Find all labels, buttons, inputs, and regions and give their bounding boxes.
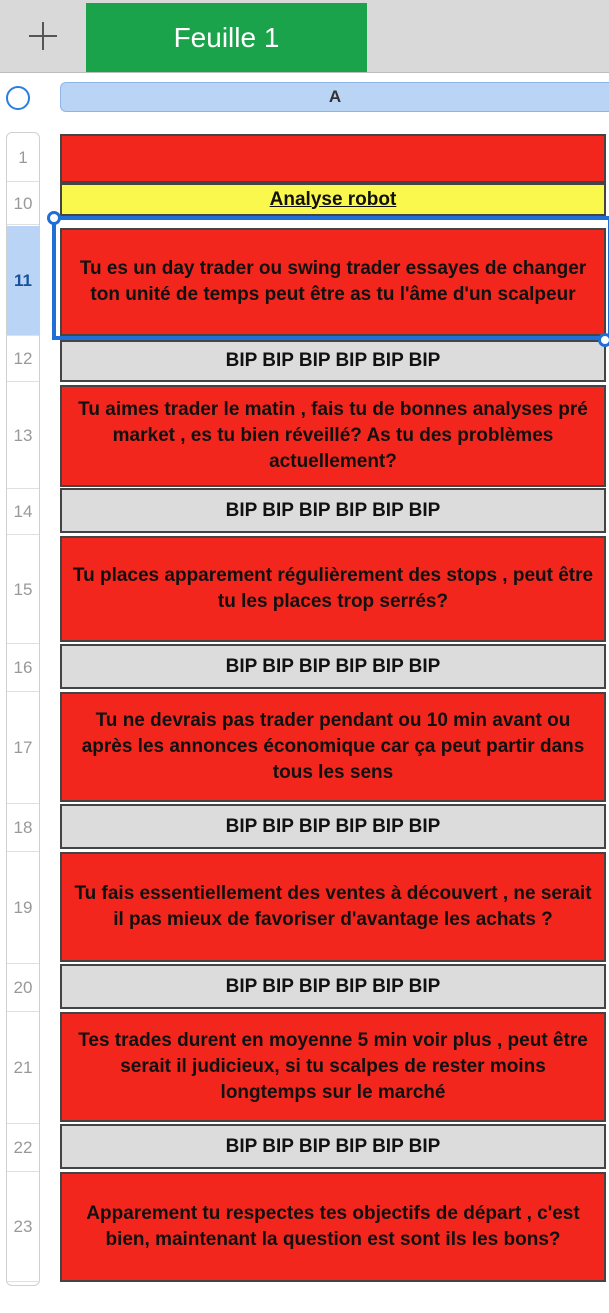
cell-a21[interactable]: Tes trades durent en moyenne 5 min voir plus , peut être serait il judicieux, si tu scalpes de rester moins longtemps sur le marché	[60, 1012, 606, 1122]
row-header-22[interactable]: 22	[7, 1124, 39, 1172]
row-header-23[interactable]: 23	[7, 1172, 39, 1282]
plus-icon	[26, 19, 60, 53]
cell-a11[interactable]: Tu es un day trader ou swing trader essayes de changer ton unité de temps peut être as tu l'âme d'un scalpeur	[60, 228, 606, 336]
row-header-13[interactable]: 13	[7, 383, 39, 489]
cell-a1[interactable]	[60, 134, 606, 183]
cell-a19[interactable]: Tu fais essentiellement des ventes à découvert , ne serait il pas mieux de favoriser d'avantage les achats ?	[60, 852, 606, 962]
row-header-19[interactable]: 19	[7, 852, 39, 964]
row-header-15[interactable]: 15	[7, 536, 39, 644]
row-header-10[interactable]: 10	[7, 183, 39, 225]
cell-a15[interactable]: Tu places apparement régulièrement des stops , peut être tu les places trop serrés?	[60, 536, 606, 642]
add-sheet-button[interactable]	[0, 0, 86, 72]
row-header-18[interactable]: 18	[7, 804, 39, 852]
cell-a17[interactable]: Tu ne devrais pas trader pendant ou 10 min avant ou après les annonces économique car ça peut partir dans tous les sens	[60, 692, 606, 802]
row-header-1[interactable]: 1	[7, 134, 39, 182]
row-header-20[interactable]: 20	[7, 964, 39, 1012]
cell-a20[interactable]: BIP BIP BIP BIP BIP BIP	[60, 964, 606, 1009]
cell-a16[interactable]: BIP BIP BIP BIP BIP BIP	[60, 644, 606, 689]
cell-a12[interactable]: BIP BIP BIP BIP BIP BIP	[60, 340, 606, 382]
row-header-16[interactable]: 16	[7, 644, 39, 692]
row-header-17[interactable]: 17	[7, 693, 39, 804]
sheet-tab-bar	[0, 0, 609, 73]
column-header-a[interactable]: A	[60, 82, 609, 112]
select-all-circle[interactable]	[6, 86, 30, 110]
row-header-11[interactable]: 11	[7, 226, 39, 336]
cell-a23[interactable]: Apparement tu respectes tes objectifs de départ , c'est bien, maintenant la question est sont ils les bons?	[60, 1172, 606, 1282]
cell-a22[interactable]: BIP BIP BIP BIP BIP BIP	[60, 1124, 606, 1169]
row-header-14[interactable]: 14	[7, 489, 39, 535]
row-header-21[interactable]: 21	[7, 1012, 39, 1124]
selection-handle-bottom[interactable]	[598, 333, 609, 347]
cell-a10[interactable]: Analyse robot	[60, 183, 606, 216]
selection-handle-top[interactable]	[47, 211, 61, 225]
cell-a13[interactable]: Tu aimes trader le matin , fais tu de bonnes analyses pré market , es tu bien réveillé? As tu des problèmes actuellement?	[60, 385, 606, 487]
sheet-tab-feuille-1[interactable]: Feuille 1	[86, 3, 367, 72]
row-header-12[interactable]: 12	[7, 337, 39, 382]
cell-a14[interactable]: BIP BIP BIP BIP BIP BIP	[60, 488, 606, 533]
cell-a18[interactable]: BIP BIP BIP BIP BIP BIP	[60, 804, 606, 849]
